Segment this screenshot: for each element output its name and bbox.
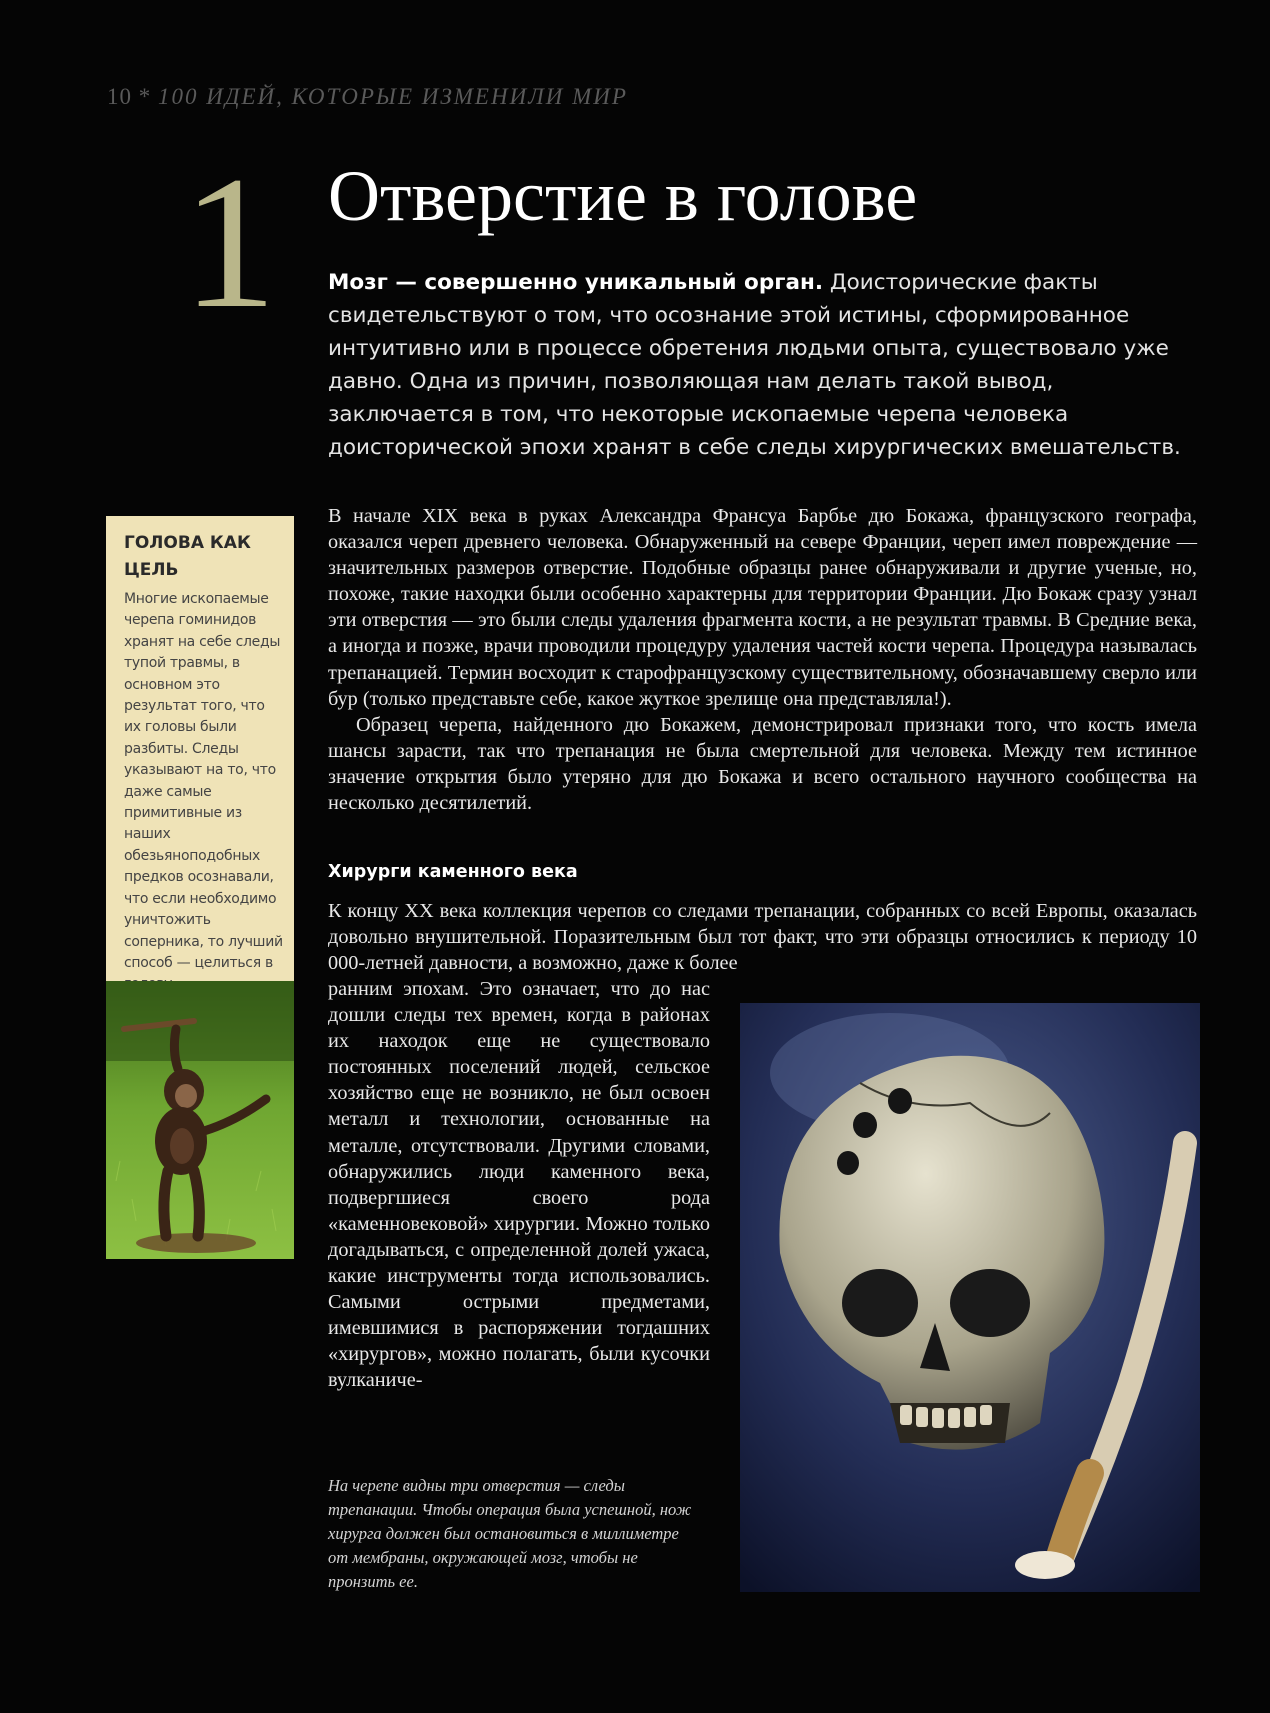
sidebar-box: [106, 516, 294, 981]
running-head-separator: *: [138, 84, 152, 109]
body-paragraph-3-cont: ранним эпохам. Это означает, что до нас дошли следы тех времен, когда в районах их находок еще не существовало постоянных поселений людей, сельское хозяйство еще не возникло, не был освоен металл и технологии, основанные на металле, отсутствовали. Другими словами, обнаружились люди каменного века, подвергшиеся своего рода «каменновековой» хирургии. Можно только догадываться, с определенной долей ужаса, какие инструменты тогда использовались. Самыми острыми предметами, имевшимися в распоряжении тогдашних «хирургов», можно полагать, были кусочки вулканиче-: [328, 978, 710, 1392]
section-subhead: Хирурги каменного века: [328, 862, 578, 882]
chimpanzee-photo: [106, 981, 294, 1259]
sidebar-text: Многие ископаемые черепа гоминидов хранят на себе следы тупой травмы, в основном это результат того, что их головы были разбиты. Следы указывают на то, что даже самые примитивные из наших обезьяноподобных предков осознавали, что если необходимо уничтожить соперника, то лучший способ — целиться в: [124, 591, 283, 971]
body-paragraph-2: Образец черепа, найденного дю Бокажем, демонстрировал признаки того, что кость имела шансы зарасти, так что трепанация не была смертельной для человека. Между тем истинное значение открытия было утеряно для дю Бокажа и всего остального научного сообщества на несколько десятилетий.: [328, 713, 1197, 815]
intro-text: Доисторические факты свидетельствуют о том, что осознание этой истины, сформированное интуитивно или в процессе обретения людьми опыта, существовало уже давно. Одна из причин, позволяющая нам делать такой вывод, заключается в том, что некоторые ископаемые черепа человека доисторической эпохи хранят в себе следы хирургических вмешательств.: [328, 270, 1181, 460]
intro-lead: Мозг — совершенно уникальный орган.: [328, 270, 823, 295]
photo-caption: На черепе видны три отверстия — следы трепанации. Чтобы операция была успешной, нож хирурга должен был остановиться в миллиметре от мембраны, окружающей мозг, чтобы не пронзить ее.: [328, 1476, 692, 1591]
running-head: [107, 84, 628, 110]
body-text: [328, 503, 1197, 816]
chapter-number: 1: [182, 138, 277, 348]
book-title: 100 ИДЕЙ, КОТОРЫЕ ИЗМЕНИЛИ МИР: [158, 84, 628, 109]
chapter-title: Отверстие в голове: [328, 156, 918, 236]
skull-photo: [740, 1003, 1200, 1592]
body-paragraph-3: К концу XX века коллекция черепов со следами трепанации, собранных со всей Европы, оказалась довольно внушительной. Поразительным был тот факт, что эти образцы относились к периоду 10 000-летней давности, а возможно, даже к более: [328, 900, 1197, 975]
body-paragraph-1: В начале XIX века в руках Александра Франсуа Барбье дю Бокажа, французского географа, оказался череп древнего человека. Обнаруженный на севере Франции, череп имел повреждение — значительных размеров отверстие. Подобные образцы ранее обнаруживали и другие ученые, но, похоже, такие находки были особенно характерны для территории Франции. Дю Бокаж сразу узнал эти отверстия — это были следы удаления фрагмента кости, а не результат травмы. В Средние века, а иногда и позже, врачи проводили процедуру удаления частей кости черепа. Процедура называлась трепанацией. Термин восходит к старофранцузскому существительному, обозначавшему сверло или бур (только представьте себе, какое жуткое зрелище она представляла!).: [328, 505, 1197, 710]
intro-paragraph: [328, 266, 1188, 464]
sidebar-title: ГОЛОВА КАК ЦЕЛЬ: [124, 533, 251, 580]
page-number: 10: [107, 84, 132, 109]
